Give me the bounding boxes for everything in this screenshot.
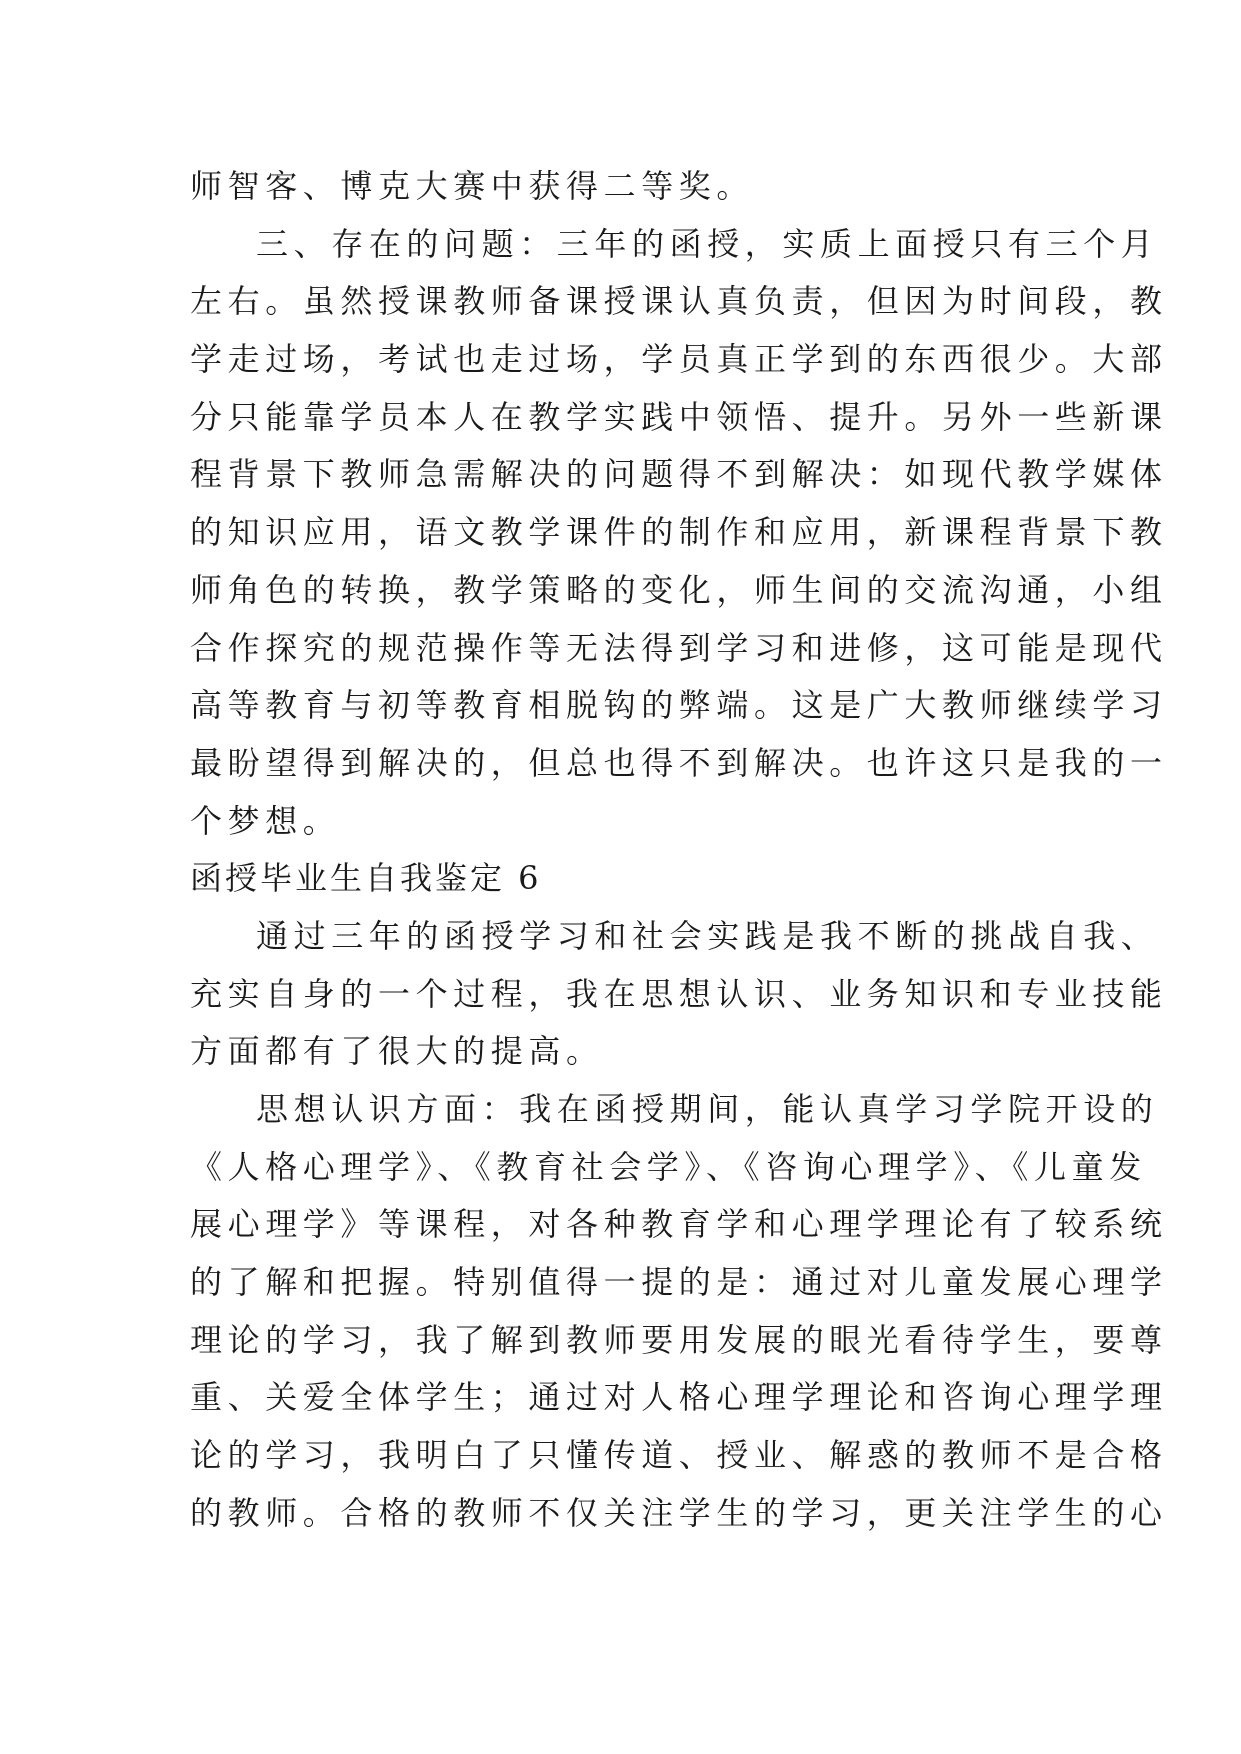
text-line: 重、关爱全体学生；通过对人格心理学理论和咨询心理学理 [190,1378,1168,1417]
text-line: 高等教育与初等教育相脱钩的弊端。这是广大教师继续学习 [190,686,1168,725]
text-line: 的知识应用，语文教学课件的制作和应用，新课程背景下教 [190,513,1168,552]
text-line: 学走过场，考试也走过场，学员真正学到的东西很少。大部 [190,340,1168,379]
text-line: 充实自身的一个过程，我在思想认识、业务知识和专业技能 [190,974,1168,1013]
text-line: 分只能靠学员本人在教学实践中领悟、提升。另外一些新课 [190,397,1168,436]
text-line: 师角色的转换，教学策略的变化，师生间的交流沟通，小组 [190,570,1168,609]
text-line: 思想认识方面：我在函授期间，能认真学习学院开设的 [256,1090,1159,1128]
text-line: 三、存在的问题：三年的函授，实质上面授只有三个月 [256,224,1159,263]
text-line: 论的学习，我明白了只懂传道、授业、解惑的教师不是合格 [190,1436,1168,1475]
document-body [190,158,1168,1543]
text-line: 师智客、博克大赛中获得二等奖。 [190,167,755,205]
section-heading: 函授毕业生自我鉴定 6 [190,859,542,898]
text-line: 的了解和把握。特别值得一提的是：通过对儿童发展心理学 [190,1263,1168,1302]
text-line: 程背景下教师急需解决的问题得不到解决：如现代教学媒体 [190,455,1168,494]
text-line: 通过三年的函授学习和社会实践是我不断的挑战自我、 [256,916,1159,955]
text-line: 展心理学》等课程，对各种教育学和心理学理论有了较系统 [190,1205,1168,1244]
text-line: 理论的学习，我了解到教师要用发展的眼光看待学生，要尊 [190,1320,1168,1359]
text-line: 个梦想。 [190,801,341,840]
text-line: 左右。虽然授课教师备课授课认真负责，但因为时间段，教 [190,282,1168,321]
text-line: 的教师。合格的教师不仅关注学生的学习，更关注学生的心 [190,1493,1168,1532]
text-line: 《人格心理学》、《教育社会学》、《咨询心理学》、《儿童发 [190,1147,1147,1186]
text-line: 方面都有了很大的提高。 [190,1032,604,1071]
text-line: 最盼望得到解决的，但总也得不到解决。也许这只是我的一 [190,743,1168,782]
text-line: 合作探究的规范操作等无法得到学习和进修，这可能是现代 [190,628,1168,667]
